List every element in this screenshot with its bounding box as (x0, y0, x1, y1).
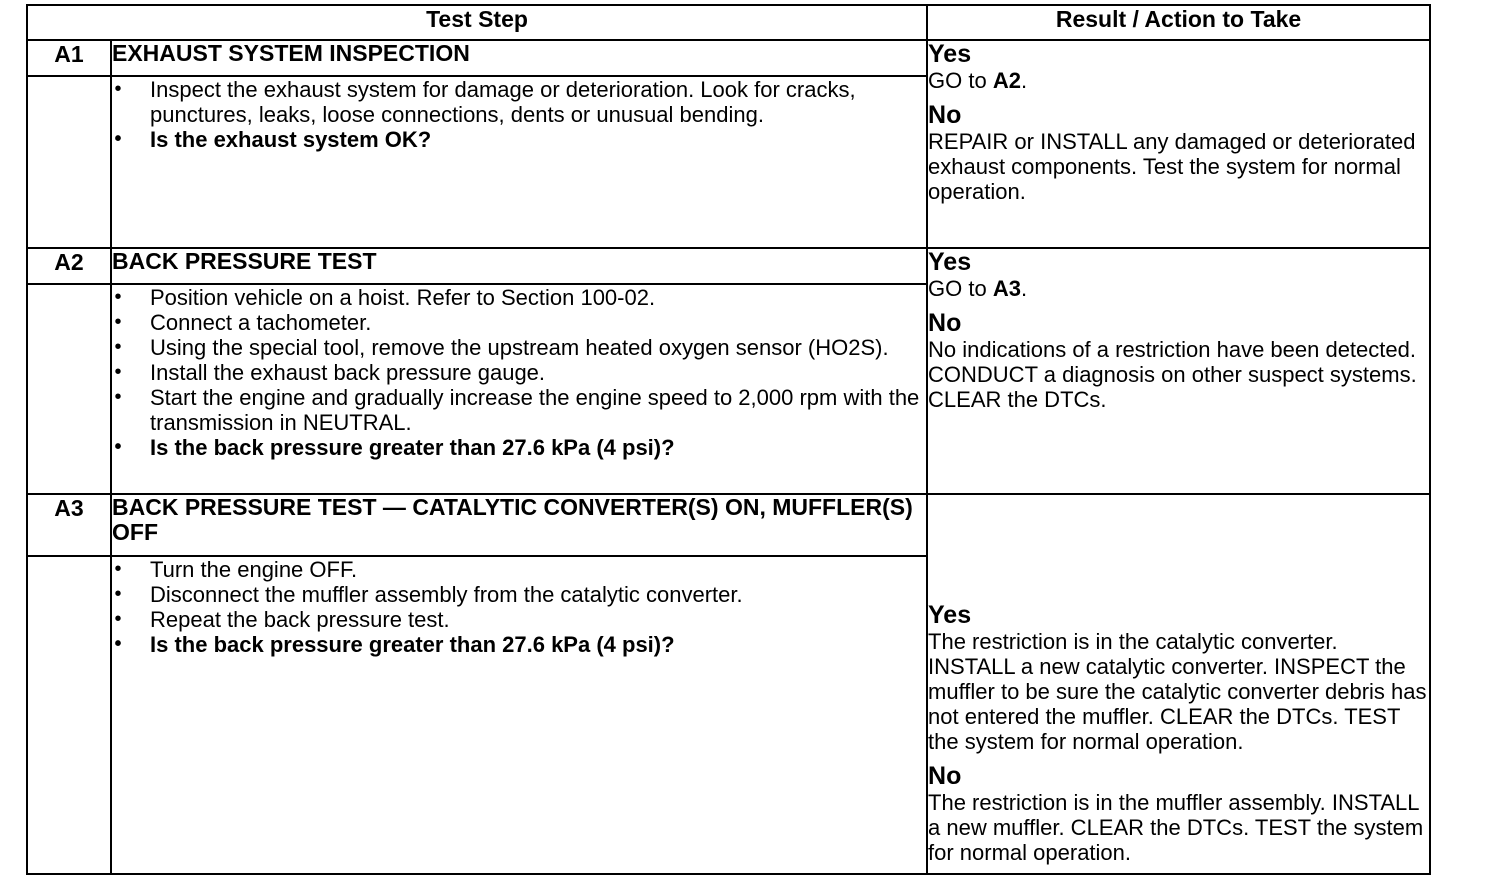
step-a1-id-spacer (27, 76, 111, 248)
no-text-a1: REPAIR or INSTALL any damaged or deteriorated exhaust components. Test the system for normal operation. (928, 129, 1416, 204)
bullet-item: • Start the engine and gradually increase the engine speed to 2,000 rpm with the transmission in NEUTRAL. (114, 385, 920, 435)
step-title-a1: EXHAUST SYSTEM INSPECTION (111, 40, 927, 76)
bullet-item: • Position vehicle on a hoist. Refer to Section 100-02. (114, 285, 656, 310)
step-title-a2: BACK PRESSURE TEST (111, 248, 927, 284)
result-cell-a3 (927, 494, 1430, 874)
step-a3-id-spacer (27, 556, 111, 874)
bullet-item: • Turn the engine OFF. (114, 557, 358, 582)
bullet-item: • Install the exhaust back pressure gauge. (114, 360, 546, 385)
bullet-list-a2 (112, 285, 926, 460)
yes-text-a2: GO to A3. (928, 276, 1028, 301)
step-a3-title-row (27, 494, 1430, 556)
bullet-item: • Disconnect the muffler assembly from the catalytic converter. (114, 582, 743, 607)
step-a1-title-row (27, 40, 1430, 76)
no-text-a2: No indications of a restriction have been detected. CONDUCT a diagnosis on other suspect systems. CLEAR the DTCs. (928, 337, 1417, 412)
bullet-item: • Inspect the exhaust system for damage or deterioration. Look for cracks, punctures, leaks, loose connections, dents or unusual bending. (114, 77, 856, 127)
step-title-a3: BACK PRESSURE TEST — CATALYTIC CONVERTER(S) ON, MUFFLER(S) OFF (111, 494, 927, 556)
bullet-item: • Repeat the back pressure test. (114, 607, 450, 632)
no-label-a1: No (928, 101, 962, 129)
bullet-list-a1 (112, 77, 926, 152)
step-a2-bullets (111, 284, 927, 494)
step-a2-id-spacer (27, 284, 111, 494)
result-cell-a2 (927, 248, 1430, 494)
result-cell-a1 (927, 40, 1430, 248)
bullet-item: • Connect a tachometer. (114, 310, 372, 335)
no-label-a3: No (928, 762, 962, 790)
no-label-a2: No (928, 309, 962, 337)
yes-text-a1: GO to A2. (928, 68, 1028, 93)
bullet-question-a2: • Is the back pressure greater than 27.6 kPa (4 psi)? (114, 435, 675, 460)
step-ref-a2: A2 (992, 68, 1021, 93)
diagnostic-table (26, 4, 1431, 875)
step-id-a3: A3 (27, 494, 111, 556)
yes-label-a3: Yes (928, 601, 972, 629)
step-a1-bullets (111, 76, 927, 248)
yes-label-a1: Yes (928, 40, 972, 68)
header-test-step: Test Step (27, 5, 927, 40)
step-ref-a3: A3 (992, 276, 1021, 301)
step-a2-title-row (27, 248, 1430, 284)
step-id-a2: A2 (27, 248, 111, 284)
header-result-action: Result / Action to Take (927, 5, 1430, 40)
yes-text-a3: The restriction is in the catalytic converter. INSTALL a new catalytic converter. INSPECT the muffler to be sure the catalytic converter debris has not entered the muffler. CLEAR the DTCs. TEST the system for normal operation. (928, 629, 1427, 754)
step-id-a1: A1 (27, 40, 111, 76)
step-a3-bullets (111, 556, 927, 874)
header-row (27, 5, 1430, 40)
bullet-question-a3: • Is the back pressure greater than 27.6 kPa (4 psi)? (114, 632, 675, 657)
bullet-list-a3 (112, 557, 926, 657)
bullet-item: • Using the special tool, remove the upstream heated oxygen sensor (HO2S). (114, 335, 889, 360)
bullet-question-a1: • Is the exhaust system OK? (114, 127, 432, 152)
yes-label-a2: Yes (928, 248, 972, 276)
no-text-a3: The restriction is in the muffler assembly. INSTALL a new muffler. CLEAR the DTCs. TEST the system for normal operation. (928, 790, 1424, 865)
